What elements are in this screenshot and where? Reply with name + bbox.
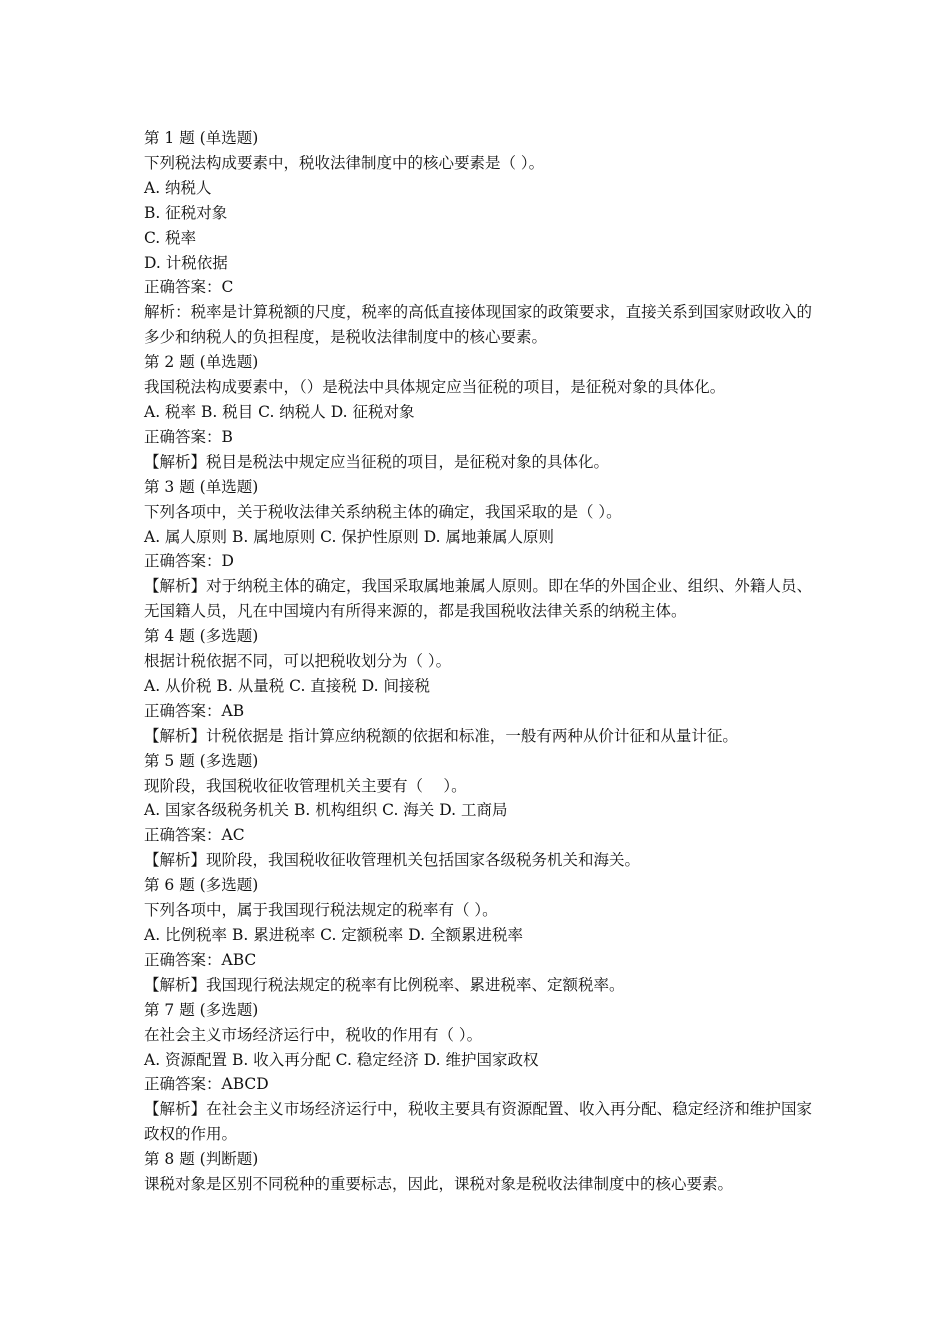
question-stem: 下列税法构成要素中，税收法律制度中的核心要素是（ ）。 [144, 153, 545, 172]
question-stem: 根据计税依据不同，可以把税收划分为（ ）。 [144, 652, 452, 671]
question-stem: 现阶段，我国税收征收管理机关主要有（ ）。 [144, 776, 467, 795]
correct-answer: 正确答案：ABC [144, 950, 257, 969]
question-stem: 下列各项中，属于我国现行税法规定的税率有（ ）。 [144, 901, 498, 920]
document-page [144, 126, 812, 1197]
explanation: 【解析】现阶段，我国税收征收管理机关包括国家各级税务机关和海关。 [144, 851, 641, 870]
question-4 [144, 624, 812, 749]
question-header: 第 3 题 (单选题) [144, 477, 259, 496]
question-3 [144, 475, 812, 624]
question-7 [144, 998, 812, 1147]
question-stem: 我国税法构成要素中，（）是税法中具体规定应当征税的项目，是征税对象的具体化。 [144, 378, 726, 397]
option-c: C. 税率 [144, 228, 197, 247]
explanation: 【解析】计税依据是 指计算应纳税额的依据和标准，一般有两种从价计征和从量计征。 [144, 726, 738, 745]
question-header: 第 5 题 (多选题) [144, 751, 259, 770]
explanation: 【解析】在社会主义市场经济运行中，税收主要具有资源配置、收入再分配、稳定经济和维护国家政权的作用。 [144, 1100, 812, 1144]
options-line: A. 税率 B. 税目 C. 纳税人 D. 征税对象 [144, 402, 415, 421]
correct-answer: 正确答案：D [144, 552, 234, 571]
question-stem: 下列各项中，关于税收法律关系纳税主体的确定，我国采取的是（ ）。 [144, 502, 622, 521]
question-1 [144, 126, 812, 350]
options-line: A. 从价税 B. 从量税 C. 直接税 D. 间接税 [144, 676, 430, 695]
correct-answer: 正确答案：AB [144, 701, 245, 720]
question-header: 第 7 题 (多选题) [144, 1000, 259, 1019]
question-header: 第 8 题 (判断题) [144, 1150, 259, 1169]
explanation: 【解析】税目是税法中规定应当征税的项目，是征税对象的具体化。 [144, 452, 610, 471]
options-line: A. 资源配置 B. 收入再分配 C. 稳定经济 D. 维护国家政权 [144, 1050, 539, 1069]
question-8 [144, 1147, 812, 1197]
correct-answer: 正确答案：ABCD [144, 1075, 269, 1094]
correct-answer: 正确答案：B [144, 427, 233, 446]
option-a: A. 纳税人 [144, 178, 212, 197]
question-header: 第 1 题 (单选题) [144, 129, 259, 147]
options-line: A. 比例税率 B. 累进税率 C. 定额税率 D. 全额累进税率 [144, 926, 523, 944]
question-header: 第 4 题 (多选题) [144, 627, 259, 646]
correct-answer: 正确答案：AC [144, 826, 245, 845]
option-d: D. 计税依据 [144, 253, 228, 272]
question-stem: 课税对象是区别不同税种的重要标志，因此，课税对象是税收法律制度中的核心要素。 [144, 1175, 734, 1194]
options-line: A. 国家各级税务机关 B. 机构组织 C. 海关 D. 工商局 [144, 801, 508, 820]
options-line: A. 属人原则 B. 属地原则 C. 保护性原则 D. 属地兼属人原则 [144, 527, 554, 546]
question-header: 第 2 题 (单选题) [144, 353, 259, 372]
explanation: 【解析】对于纳税主体的确定，我国采取属地兼属人原则。即在华的外国企业、组织、外籍人员、无国籍人员，凡在中国境内有所得来源的，都是我国税收法律关系的纳税主体。 [144, 577, 812, 621]
question-6 [144, 873, 812, 998]
option-b: B. 征税对象 [144, 203, 228, 222]
correct-answer: 正确答案：C [144, 278, 234, 297]
question-header: 第 6 题 (多选题) [144, 876, 259, 895]
question-stem: 在社会主义市场经济运行中，税收的作用有（ ）。 [144, 1025, 483, 1044]
question-2 [144, 350, 812, 475]
explanation: 解析：税率是计算税额的尺度，税率的高低直接体现国家的政策要求，直接关系到国家财政收入的多少和纳税人的负担程度，是税收法律制度中的核心要素。 [144, 303, 812, 347]
explanation: 【解析】我国现行税法规定的税率有比例税率、累进税率、定额税率。 [144, 975, 625, 994]
question-5 [144, 749, 812, 874]
